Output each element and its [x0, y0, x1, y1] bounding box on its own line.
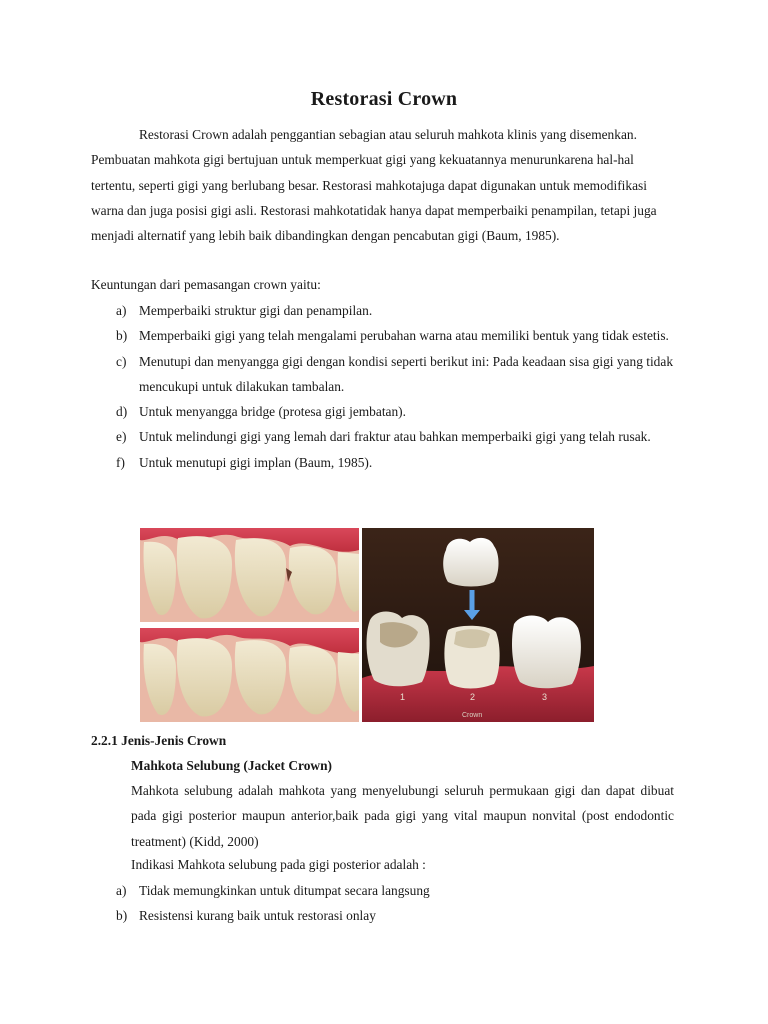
list-item: [91, 878, 677, 903]
benefits-list: [91, 298, 677, 475]
list-item: [91, 903, 677, 928]
crown-illustration: [362, 528, 594, 722]
list-text: Memperbaiki gigi yang telah mengalami perubahan warna atau memiliki bentuk yang tidak estetis.: [139, 328, 669, 344]
list-text: Untuk menyangga bridge (protesa gigi jembatan).: [139, 404, 406, 420]
list-text: Resistensi kurang baik untuk restorasi onlay: [139, 908, 376, 924]
list-item: [91, 450, 677, 475]
list-item: [91, 298, 677, 323]
benefits-intro: Keuntungan dari pemasangan crown yaitu:: [91, 277, 321, 292]
list-marker: c): [116, 353, 127, 369]
list-text: Untuk menutupi gigi implan (Baum, 1985).: [139, 454, 373, 470]
list-marker: f): [116, 454, 125, 470]
list-marker: a): [116, 303, 127, 318]
section-heading: 2.2.1 Jenis-Jenis Crown: [91, 733, 227, 748]
list-item: [91, 399, 677, 424]
list-marker: d): [116, 404, 128, 420]
list-marker: e): [116, 429, 127, 445]
teeth-photo-graphic: [140, 528, 359, 722]
list-text: Untuk melindungi gigi yang lemah dari fraktur atau bahkan memperbaiki gigi yang telah rusak.: [139, 429, 651, 445]
figure-number-3: 3: [542, 692, 548, 702]
figure-number-1: 1: [400, 692, 406, 702]
teeth-before-after-photo: [140, 528, 359, 722]
indication-intro: Indikasi Mahkota selubung pada gigi posterior adalah :: [131, 857, 426, 872]
list-marker: b): [116, 328, 128, 344]
figure-row: [140, 528, 594, 722]
list-text: Memperbaiki struktur gigi dan penampilan.: [139, 303, 373, 318]
list-marker: b): [116, 908, 128, 924]
list-marker: a): [116, 883, 127, 898]
figure-caption: Crown: [462, 712, 483, 719]
intro-paragraph: [91, 122, 677, 248]
list-item: [91, 323, 677, 348]
indications-list: [91, 878, 677, 929]
page-title: Restorasi Crown: [310, 88, 458, 110]
intro-text: Restorasi Crown adalah penggantian sebagian atau seluruh mahkota klinis yang disemenkan. Pembuatan mahkota gigi bertujuan untuk memperkuat gigi yang kekuatannya menurunkarena hal-hal tertentu, seperti gigi yang berlubang besar. Restorasi mahkotajuga dapat digunakan untuk memodifikasi warna dan juga posisi gigi asli. Restorasi mahkotatidak hanya dapat memperbaiki penampilan, tetapi juga menjadi alternatif yang lebih baik dibandingkan dengan pencabutan gigi (Baum, 1985).: [91, 127, 657, 244]
subsection-heading: Mahkota Selubung (Jacket Crown): [131, 758, 333, 773]
jacket-crown-paragraph: Mahkota selubung adalah mahkota yang menyelubungi seluruh permukaan gigi dan dapat dibuat pada gigi posterior maupun anterior,baik pada gigi yang vital maupun nonvital (post endodontic treatment) (Kidd, 2000): [131, 783, 674, 849]
list-item: [91, 424, 677, 449]
list-text: Menutupi dan menyangga gigi dengan kondisi seperti berikut ini: Pada keadaan sisa gigi yang tidak mencukupi untuk dilakukan tambalan.: [139, 353, 674, 394]
list-text: Tidak memungkinkan untuk ditumpat secara langsung: [139, 883, 430, 898]
figure-number-2: 2: [470, 692, 476, 702]
list-item: [91, 349, 677, 400]
crown-placement-image: [362, 528, 594, 722]
